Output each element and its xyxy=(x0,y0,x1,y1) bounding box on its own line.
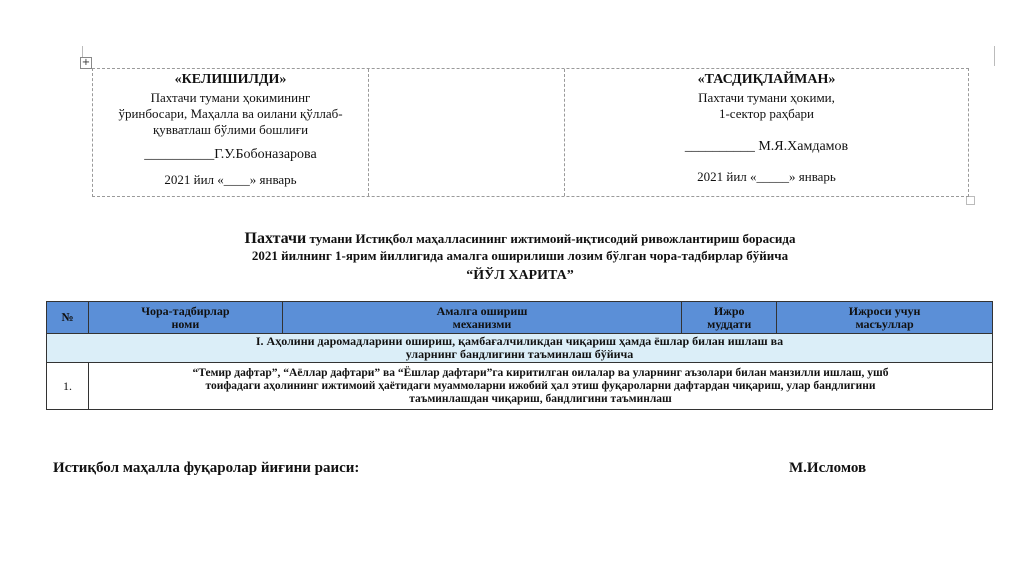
table-row xyxy=(47,363,993,410)
approval-left-heading: «КЕЛИШИЛДИ» xyxy=(174,72,287,87)
row-number: 1. xyxy=(47,363,89,410)
footer-chairman-label: Истиқбол маҳалла фуқаролар йиғини раиси: xyxy=(53,460,360,476)
approval-left-role-3: қувватлаш бўлими бошлиғи xyxy=(152,122,309,137)
approval-left-date: 2021 йил «____» январь xyxy=(164,172,297,187)
footer-chairman-name: М.Исломов xyxy=(789,460,867,476)
header-responsible: Ижроси учун масъуллар xyxy=(777,302,993,334)
approval-right-role-1: Пахтачи тумани ҳокими, xyxy=(698,90,835,105)
approval-middle-cell xyxy=(369,69,565,196)
document-title-road-map: “ЙЎЛ ХАРИТА” xyxy=(466,268,574,283)
approval-right-role-2: 1-сектор раҳбари xyxy=(718,106,815,121)
approval-right-heading: «ТАСДИҚЛАЙМАН» xyxy=(697,72,836,87)
approval-block xyxy=(92,68,969,197)
row-text: “Темир дафтар”, “Аёллар дафтари” ва “Ёшлар дафтари”га киритилган оилалар ва уларнинг аъзолари билан манзилли ишлаш, ушб тоифадаги аҳолининг ижтимоий ҳаётидаги муаммоларни ижобий ҳал этиш фуқароларни дафтардан чиқариш, улар бандлигини таъминлашдан чиқариш, бандлигини таъминлаш xyxy=(88,363,992,410)
header-mechanism: Амалга ошириш механизми xyxy=(282,302,682,334)
table-header-row xyxy=(47,302,993,334)
approval-left-role-1: Пахтачи тумани ҳокимининг xyxy=(150,90,311,105)
title-line-1-rest: тумани Истиқбол маҳалласининг ижтимоий-иқтисодий ривожлантириш борасида xyxy=(306,231,796,246)
document-title-line-1 xyxy=(120,230,920,248)
section-row xyxy=(47,334,993,363)
approval-left-role-2: ўринбосари, Маҳалла ва оилани қўллаб- xyxy=(118,106,343,121)
approval-right-date: 2021 йил «_____» январь xyxy=(697,169,836,184)
table-move-handle-icon[interactable]: + xyxy=(81,57,91,68)
district-name: Пахтачи xyxy=(244,230,307,247)
page-corner-marker xyxy=(976,46,995,66)
header-deadline: Ижро муддати xyxy=(682,302,777,334)
document-title-line-2: 2021 йилнинг 1-ярим йиллигида амалга оширилиши лозим бўлган чора-тадбирлар бўйича xyxy=(251,248,789,263)
action-plan-table xyxy=(46,301,993,410)
approval-left-cell xyxy=(93,69,369,196)
header-measures: Чора-тадбирлар номи xyxy=(88,302,282,334)
approval-left-signature: __________Г.У.Бобоназарова xyxy=(144,147,317,162)
approval-right-signature: __________ М.Я.Хамдамов xyxy=(684,139,849,154)
header-number: № xyxy=(47,302,89,334)
page-corner-marker xyxy=(966,196,975,205)
approval-right-cell xyxy=(565,69,968,196)
section-title: I. Аҳолини даромадларини ошириш, қамбағалчиликдан чиқариш ҳамда ёшлар билан ишлаш ва уларнинг бандлигини таъминлаш бўйича xyxy=(47,334,993,363)
